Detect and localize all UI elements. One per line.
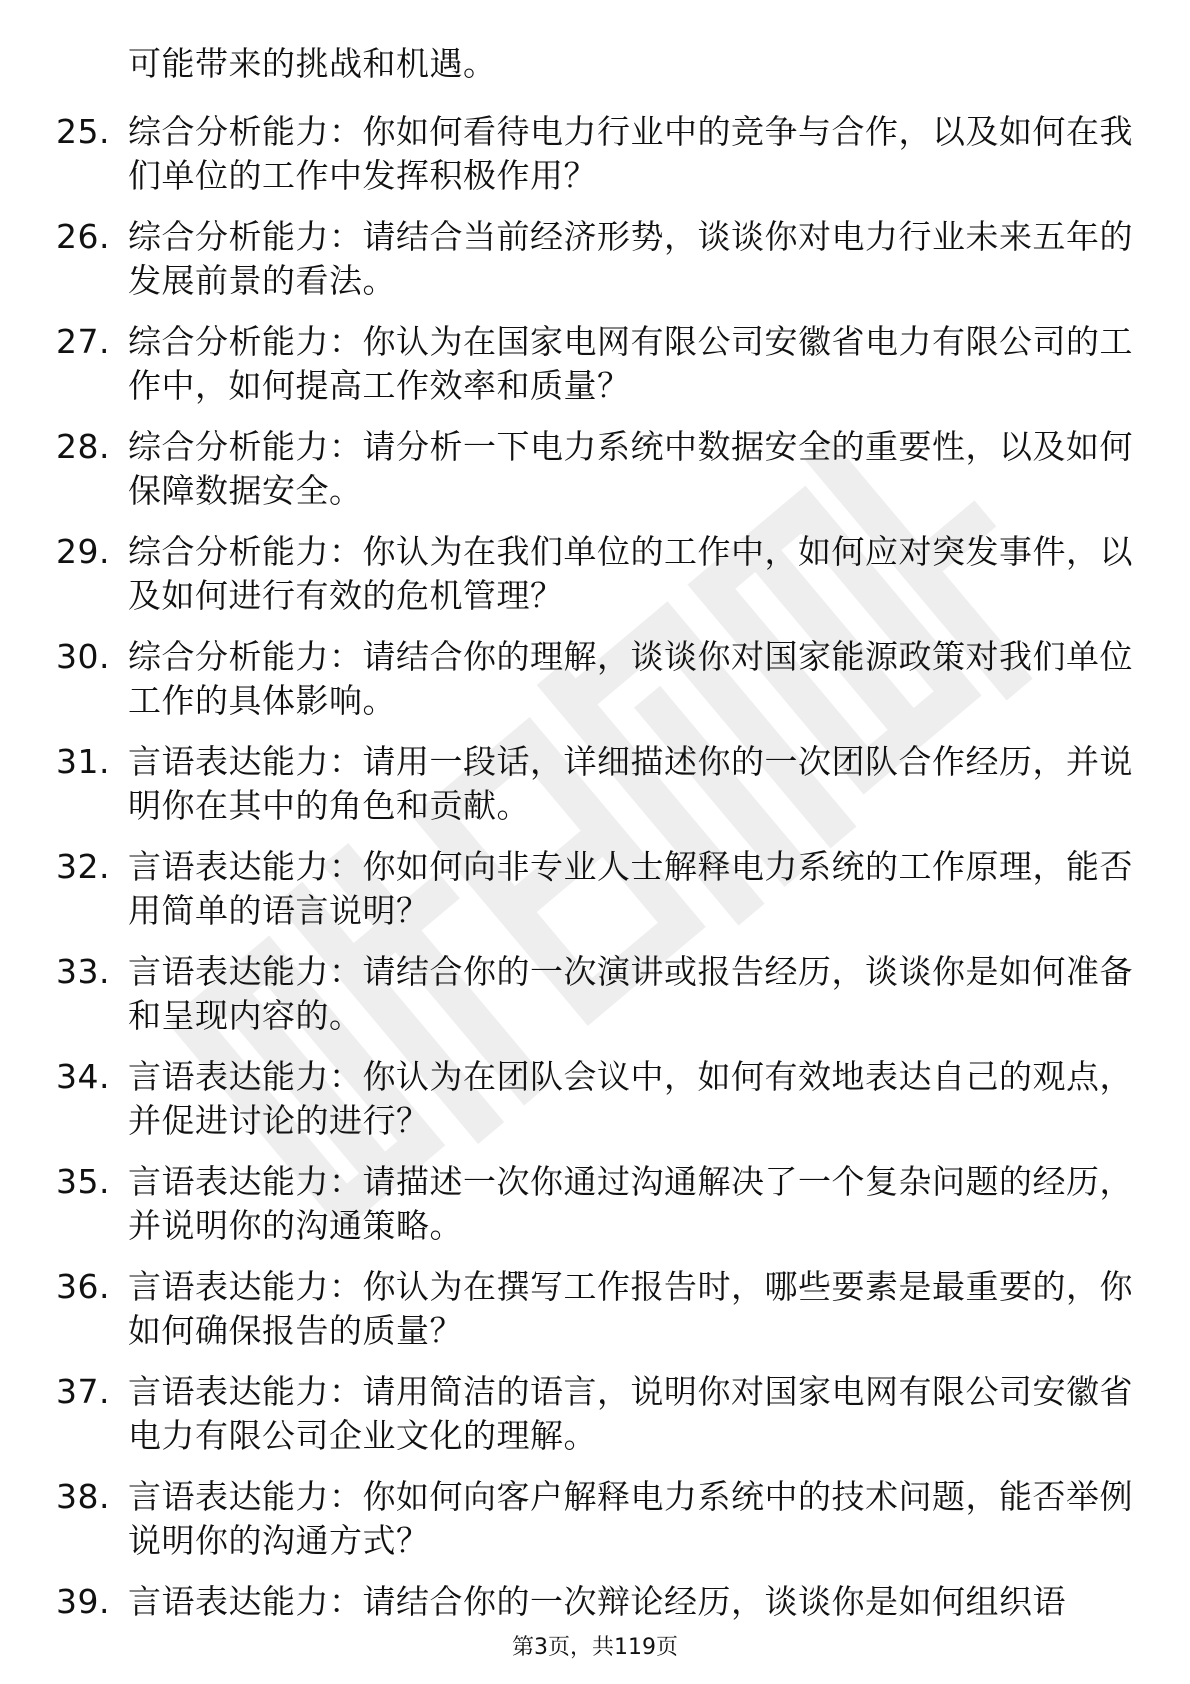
question-number: 26. xyxy=(56,217,110,256)
question-text: 言语表达能力：你如何向客户解释电力系统中的技术问题，能否举例说明你的沟通方式？ xyxy=(128,1477,1133,1560)
question-number: 35. xyxy=(56,1162,110,1201)
list-item xyxy=(56,845,1136,933)
question-number: 28. xyxy=(56,427,110,466)
question-list xyxy=(56,110,1136,1641)
question-number: 31. xyxy=(56,742,110,781)
list-item xyxy=(56,950,1136,1038)
list-item xyxy=(56,110,1136,198)
question-number: 32. xyxy=(56,847,110,886)
question-number: 38. xyxy=(56,1477,110,1516)
question-number: 37. xyxy=(56,1372,110,1411)
question-text: 综合分析能力：请结合你的理解，谈谈你对国家能源政策对我们单位工作的具体影响。 xyxy=(128,637,1133,720)
question-text: 言语表达能力：你认为在撰写工作报告时，哪些要素是最重要的，你如何确保报告的质量？ xyxy=(128,1267,1133,1350)
list-item xyxy=(56,1160,1136,1248)
question-text: 言语表达能力：你认为在团队会议中，如何有效地表达自己的观点，并促进讨论的进行？ xyxy=(128,1057,1133,1140)
question-text: 综合分析能力：你如何看待电力行业中的竞争与合作，以及如何在我们单位的工作中发挥积极作用？ xyxy=(128,112,1133,195)
list-item xyxy=(56,320,1136,408)
continuation-text: 可能带来的挑战和机遇。 xyxy=(128,44,497,83)
question-number: 29. xyxy=(56,532,110,571)
question-text: 言语表达能力：请描述一次你通过沟通解决了一个复杂问题的经历，并说明你的沟通策略。 xyxy=(128,1162,1133,1245)
list-item xyxy=(56,1475,1136,1563)
question-text: 言语表达能力：请用一段话，详细描述你的一次团队合作经历，并说明你在其中的角色和贡献。 xyxy=(128,742,1133,825)
list-item xyxy=(56,215,1136,303)
list-item xyxy=(56,1580,1136,1624)
question-text: 言语表达能力：请用简洁的语言，说明你对国家电网有限公司安徽省电力有限公司企业文化的理解。 xyxy=(128,1372,1133,1455)
list-item xyxy=(56,1265,1136,1353)
list-item xyxy=(56,1370,1136,1458)
list-item xyxy=(56,740,1136,828)
question-text: 言语表达能力：请结合你的一次辩论经历，谈谈你是如何组织语 xyxy=(128,1582,1066,1621)
question-text: 综合分析能力：请结合当前经济形势，谈谈你对电力行业未来五年的发展前景的看法。 xyxy=(128,217,1133,300)
question-number: 34. xyxy=(56,1057,110,1096)
question-text: 言语表达能力：请结合你的一次演讲或报告经历，谈谈你是如何准备和呈现内容的。 xyxy=(128,952,1133,1035)
list-item xyxy=(56,635,1136,723)
question-text: 言语表达能力：你如何向非专业人士解释电力系统的工作原理，能否用简单的语言说明？ xyxy=(128,847,1133,930)
question-number: 39. xyxy=(56,1582,110,1621)
question-text: 综合分析能力：你认为在我们单位的工作中，如何应对突发事件，以及如何进行有效的危机管理？ xyxy=(128,532,1133,615)
question-number: 30. xyxy=(56,637,110,676)
question-number: 25. xyxy=(56,112,110,151)
question-text: 综合分析能力：请分析一下电力系统中数据安全的重要性，以及如何保障数据安全。 xyxy=(128,427,1133,510)
list-item xyxy=(56,425,1136,513)
page-footer: 第3页，共119页 xyxy=(512,1635,678,1660)
question-number: 27. xyxy=(56,322,110,361)
question-number: 36. xyxy=(56,1267,110,1306)
question-text: 综合分析能力：你认为在国家电网有限公司安徽省电力有限公司的工作中，如何提高工作效率和质量？ xyxy=(128,322,1133,405)
question-number: 33. xyxy=(56,952,110,991)
list-item xyxy=(56,530,1136,618)
list-item xyxy=(56,1055,1136,1143)
